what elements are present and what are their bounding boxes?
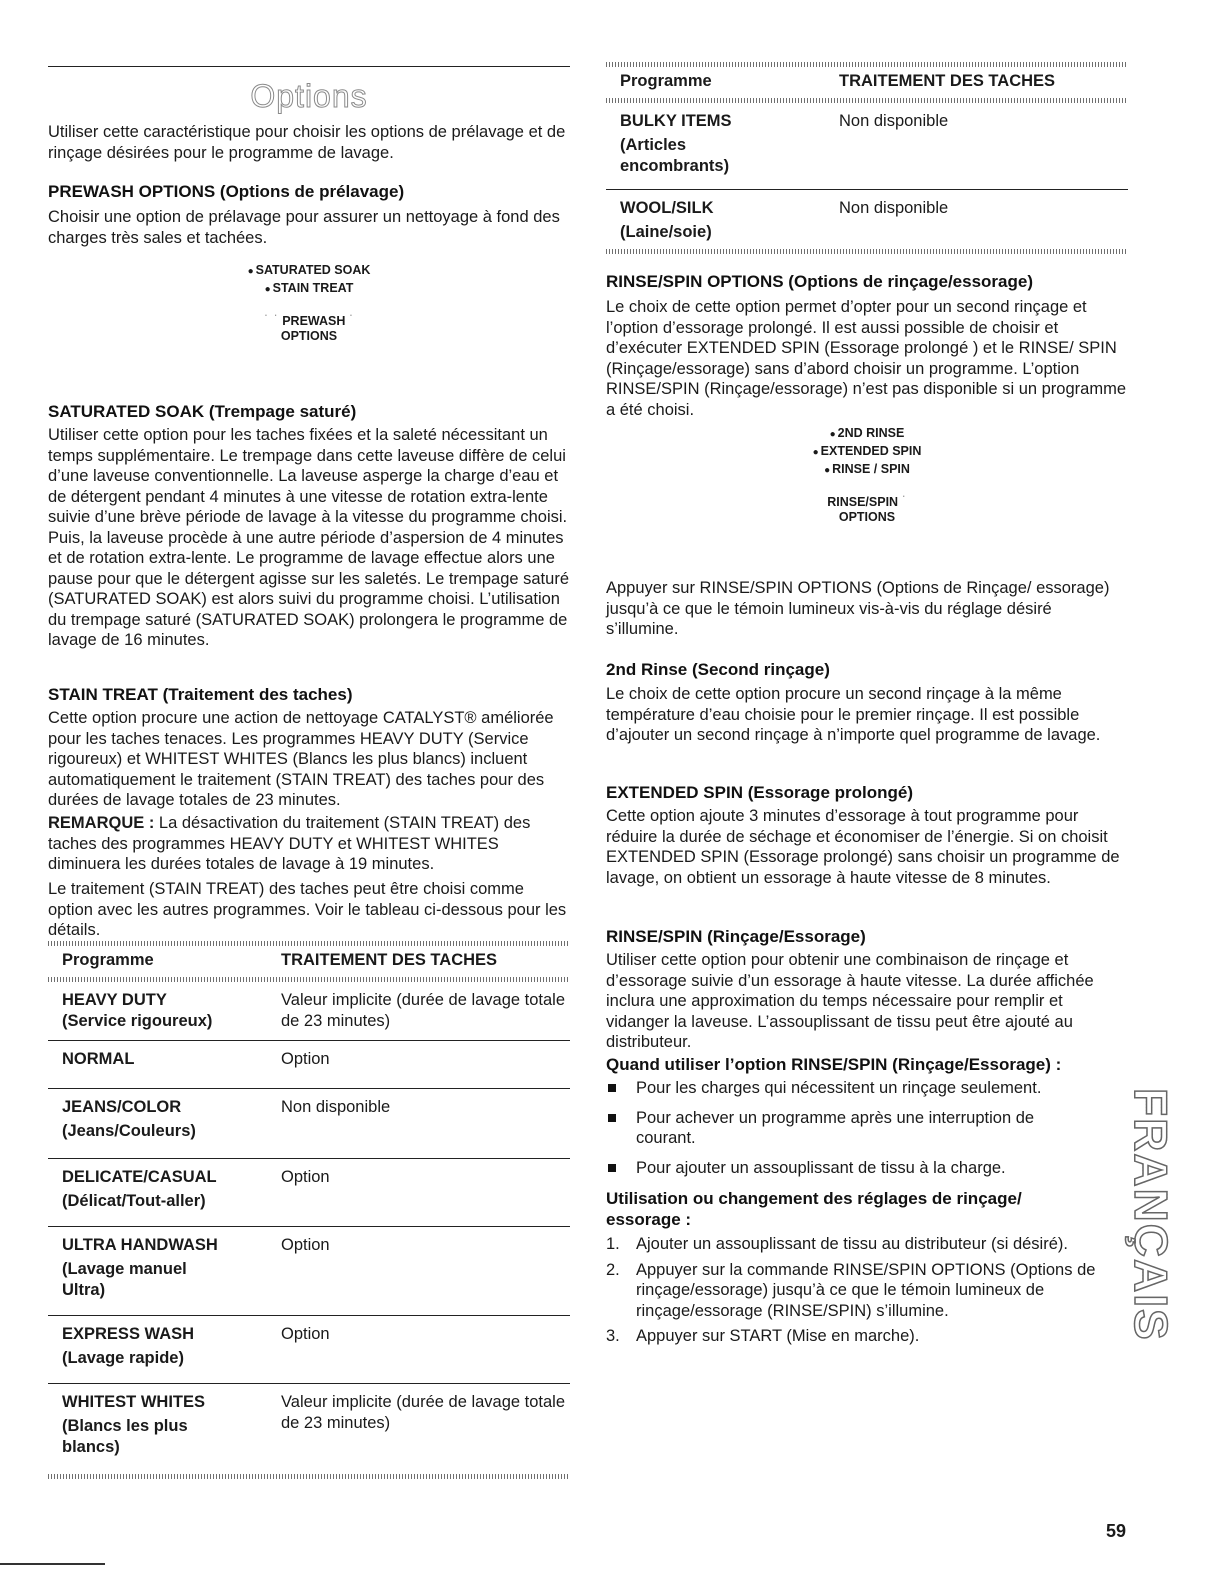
extended-spin-heading: EXTENDED SPIN (Essorage prolongé): [606, 783, 913, 802]
stain-table-right: [606, 62, 1128, 254]
table-top-hatch: [48, 941, 570, 946]
table-row: ULTRA HANDWASH (Lavage manuel Ultra) Option: [48, 1227, 570, 1316]
table-row: EXPRESS WASH (Lavage rapide) Option: [48, 1316, 570, 1384]
stain-treat-table-cont: [606, 67, 1128, 98]
second-rinse-heading: 2nd Rinse (Second rinçage): [606, 660, 830, 679]
footer-rule: [0, 1563, 105, 1565]
table-row: JEANS/COLOR (Jeans/Couleurs) Non disponible: [48, 1089, 570, 1159]
table-header-hatch: [606, 98, 1128, 103]
table-row: BULKY ITEMS (Articles encombrants) Non disponible: [620, 112, 949, 175]
stain-heading: STAIN TREAT (Traitement des taches): [48, 685, 353, 704]
table-row: WHITEST WHITES (Blancs les plus blancs) Valeur implicite (durée de lavage totale de 23 minutes): [48, 1384, 570, 1467]
table-top-hatch: [606, 62, 1128, 67]
table-row: NORMAL Option: [48, 1041, 570, 1089]
stain-text-1: Cette option procure une action de nettoyage CATALYST® améliorée pour les taches tenaces. Les programmes HEAVY DUTY (Service rigoureux) et WHITEST WHITES (Blancs les plus blancs) incluent automatiquement le traitement (STAIN TREAT) des taches pour des durées de lavage totales de 23 minutes.: [48, 709, 554, 809]
rinse-spin-options-button: RINSE/SPIN · OPTIONS: [827, 489, 907, 524]
usage-steps-list: [606, 1234, 1128, 1352]
list-item: Pour ajouter un assouplissant de tissu à la charge.: [606, 1158, 1128, 1179]
prewash-options-button: · · PREWASH · OPTIONS: [263, 308, 355, 343]
list-item: Pour achever un programme après une interruption de courant.: [606, 1108, 1128, 1149]
panel-item-stain-treat: ● STAIN TREAT: [48, 280, 570, 298]
table-header-stain: TRAITEMENT DES TACHES: [839, 72, 1056, 90]
list-item: 3. Appuyer sur START (Mise en marche).: [606, 1327, 920, 1345]
panel-item-rinse-spin: ● RINSE / SPIN: [606, 461, 1128, 479]
table-row: WOOL/SILK (Laine/soie) Non disponible: [606, 190, 1128, 250]
usage-heading: Utilisation ou changement des réglages de rinçage/ essorage :: [606, 1189, 1022, 1229]
prewash-heading: PREWASH OPTIONS (Options de prélavage): [48, 182, 405, 201]
when-bullet-list: [606, 1078, 1128, 1187]
stain-text-2: Le traitement (STAIN TREAT) des taches peut être choisi comme option avec les autres programmes. Voir le tableau ci-dessous pour les détails.: [48, 880, 567, 939]
saturated-text: Utiliser cette option pour les taches fixées et la saleté nécessitant un temps supplémentaire. Le trempage dans cette laveuse diffère de celui d’une laveuse conventionnelle. La laveuse asperge la charge d’eau et de détergent pendant 4 minutes à une vitesse de rotation extra-lente suivie d’une brève période de lavage à la vitesse du programme choisi. Puis, la laveuse procède à une autre période d’aspersion de 4 minutes et de rotation extra-lente. Le programme de lavage effectue alors une pause pour que le détergent agisse sur les saletés. Le trempage saturé (SATURATED SOAK) est alors suivi du programme choisi. L’utilisation du trempage saturé (SATURATED SOAK) prolongera le programme de lavage de 16 minutes.: [48, 426, 569, 649]
language-side-tab: FRANÇAIS: [1125, 1088, 1177, 1342]
table-bottom-hatch: [606, 249, 1128, 254]
rinse-press-text: Appuyer sur RINSE/SPIN OPTIONS (Options de Rinçage/ essorage) jusqu’à ce que le témoin lumineux vis-à-vis du réglage désiré s’illumine.: [606, 579, 1110, 638]
rinse-heading: RINSE/SPIN OPTIONS (Options de rinçage/essorage): [606, 272, 1033, 291]
table-header-program: Programme: [620, 72, 712, 90]
stain-table-body-cont: [606, 103, 1128, 249]
section-title: Options: [250, 78, 368, 114]
table-header-stain: TRAITEMENT DES TACHES: [281, 951, 498, 969]
stain-table-body: [48, 982, 570, 1466]
second-rinse-text: Le choix de cette option procure un second rinçage à la même température d’eau choisie pour le premier rinçage. Il est possible d’ajouter un second rinçage à n’importe quel programme de lavage.: [606, 685, 1101, 744]
saturated-heading: SATURATED SOAK (Trempage saturé): [48, 402, 357, 421]
when-heading: Quand utiliser l’option RINSE/SPIN (Rinçage/Essorage) :: [606, 1055, 1062, 1074]
panel-item-saturated-soak: ● SATURATED SOAK: [48, 262, 570, 280]
extended-spin-text: Cette option ajoute 3 minutes d’essorage à tout programme pour réduire la durée de séchage et économiser de l’énergie. Si on choisit EXTENDED SPIN (Essorage prolongé) sans choisir un programme de lavage, on obtient un essorage à haute vitesse de 8 minutes.: [606, 807, 1120, 887]
panel-item-extended-spin: ● EXTENDED SPIN: [606, 443, 1128, 461]
page-number: 59: [1105, 1521, 1126, 1541]
panel-item-2nd-rinse: ● 2ND RINSE: [606, 425, 1128, 443]
table-row: DELICATE/CASUAL (Délicat/Tout-aller) Option: [48, 1159, 570, 1227]
list-item: 2. Appuyer sur la commande RINSE/SPIN OPTIONS (Options de rinçage/essorage) jusqu’à ce que le témoin lumineux de rinçage/essorage (RINSE/SPIN) s’illumine.: [606, 1260, 1096, 1320]
rinse-text: Le choix de cette option permet d’opter pour un second rinçage et l’option d’essorage prolongé. Il est aussi possible de choisir et d’exécuter EXTENDED SPIN (Essorage prolongé ) et le RINSE/ SPIN (Rinçage/essorage) sans d’abord choisir un programme. L’option RINSE/SPIN (Rinçage/essorage) n’est pas disponible si un programme a été choisi.: [606, 298, 1126, 419]
table-bottom-hatch: [48, 1474, 570, 1479]
intro-text: Utiliser cette caractéristique pour choisir les options de prélavage et de rinçage désirées pour le programme de lavage.: [48, 123, 566, 162]
remark-label: REMARQUE :: [48, 814, 155, 832]
list-item: Pour les charges qui nécessitent un rinçage seulement.: [606, 1078, 1128, 1099]
stain-treat-table: [48, 946, 570, 977]
stain-table-left: [48, 941, 570, 1479]
table-header-program: Programme: [62, 951, 154, 969]
rinse-control-panel: [606, 425, 1128, 525]
stain-remark: [48, 813, 570, 875]
rinsespin-heading: RINSE/SPIN (Rinçage/Essorage): [606, 927, 866, 946]
table-row: HEAVY DUTY (Service rigoureux) Valeur implicite (durée de lavage totale de 23 minutes): [62, 991, 566, 1030]
prewash-text: Choisir une option de prélavage pour assurer un nettoyage à fond des charges très sales et tachées.: [48, 208, 560, 247]
top-rule: [48, 66, 570, 67]
list-item: 1. Ajouter un assouplissant de tissu au distributeur (si désiré).: [606, 1235, 1068, 1253]
rinsespin-text: Utiliser cette option pour obtenir une combinaison de rinçage et d’essorage suivie d’un essorage à haute vitesse. La durée affichée inclura une approximation du temps nécessaire pour remplir et vidanger la laveuse. L’assouplissant de tissu peut être ajouté au distributeur.: [606, 951, 1094, 1051]
remark-text: La désactivation du traitement (STAIN TREAT) des taches des programmes HEAVY DUTY et WHITEST WHITES diminuera les durées totales de lavage à 19 minutes.: [48, 814, 531, 873]
table-header-hatch: [48, 977, 570, 982]
prewash-control-panel: [48, 262, 570, 344]
